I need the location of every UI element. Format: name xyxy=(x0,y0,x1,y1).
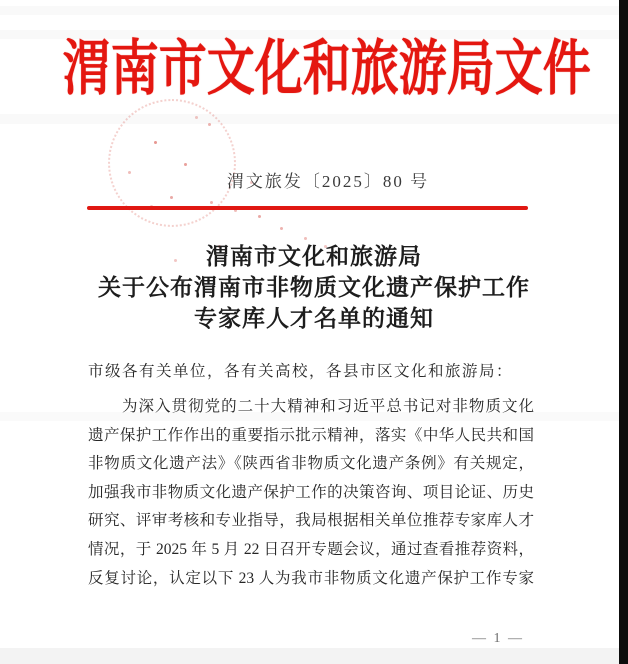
red-letterhead-title: 渭南市文化和旅游局文件 xyxy=(62,36,591,102)
body-line: 反复讨论，认定以下 23 人为我市非物质文化遗产保护工作专家 xyxy=(88,569,534,587)
body-paragraph xyxy=(88,393,534,593)
scan-artifact-band xyxy=(0,114,620,124)
scan-artifact-band xyxy=(0,648,620,664)
body-line: 为深入贯彻党的二十大精神和习近平总书记对非物质文化 xyxy=(122,398,534,415)
body-line: 非物质文化遗产法》《陕西省非物质文化遗产条例》有关规定， xyxy=(88,455,534,473)
body-line: 研究、评审考核和专业指导，我局根据相关单位推荐专家库人才 xyxy=(88,512,534,530)
red-divider-line xyxy=(87,206,528,210)
page-number: — 1 — xyxy=(472,631,524,646)
body-line: 情况，于 2025 年 5 月 22 日召开专题会议，通过查看推荐资料， xyxy=(88,540,534,558)
document-title xyxy=(7,241,621,334)
document-title-line: 关于公布渭南市非物质文化遗产保护工作 xyxy=(98,275,530,300)
document-reference-number: 渭文旅发〔2025〕80 号 xyxy=(226,172,430,191)
body-line: 加强我市非物质文化遗产保护工作的决策咨询、项目论证、历史 xyxy=(88,483,534,501)
scan-edge-right xyxy=(619,0,628,664)
body-line: 遗产保护工作作出的重要指示批示精神，落实《中华人民共和国 xyxy=(88,426,534,444)
document-title-line: 渭南市文化和旅游局 xyxy=(206,244,422,269)
document-title-line: 专家库人才名单的通知 xyxy=(194,306,434,331)
salutation-line: 市级各有关单位，各有关高校，各县市区文化和旅游局： xyxy=(88,363,514,380)
seal-speckles xyxy=(154,141,157,144)
scan-artifact-band xyxy=(0,6,620,15)
